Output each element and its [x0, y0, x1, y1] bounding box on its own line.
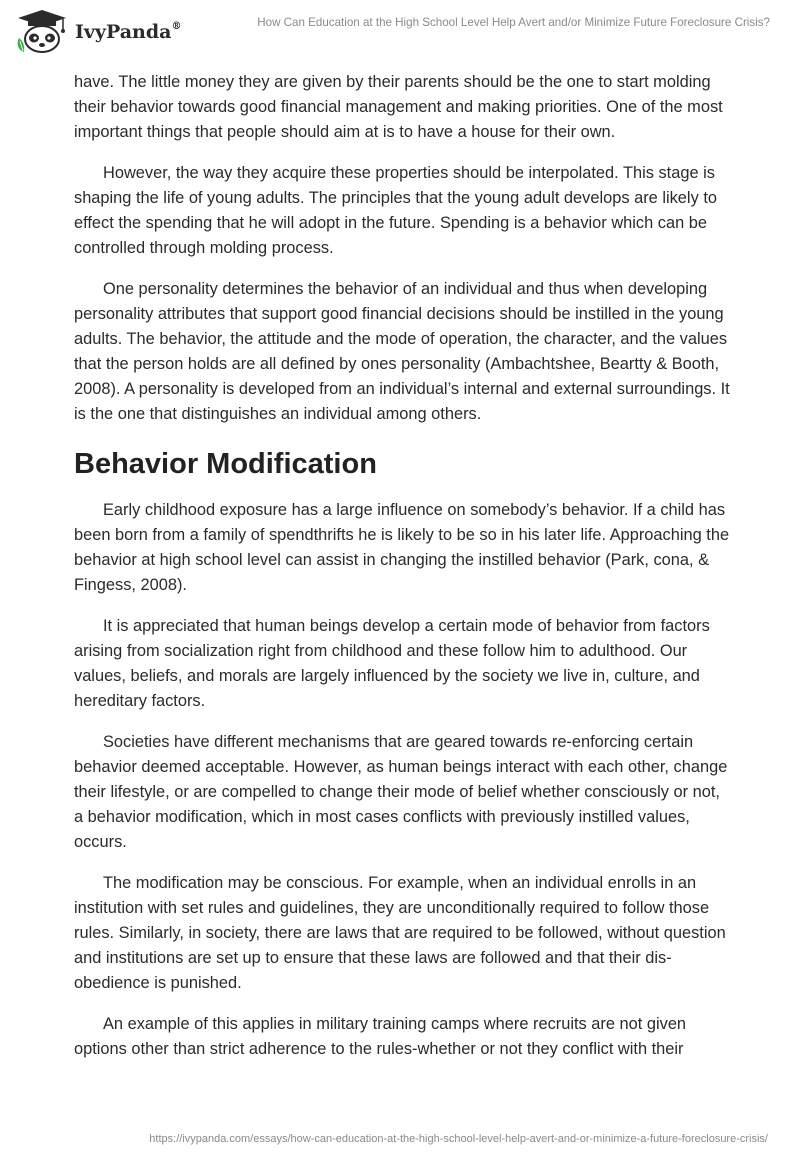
paragraph: The modification may be conscious. For example, when an individual enrolls in an institution with set rules and guidelines, they are unconditionally required to follow those rules. Similarly, in society, there are laws that are required to be followed, without question and institutions are set up to ensure that these laws are followed and that their dis-obedience is punished.	[74, 874, 726, 992]
paragraph: Early childhood exposure has a large influence on somebody’s behavior. If a child has been born from a family of spendthrifts he is likely to be so in his later life. Approaching the behavior at high school level can assist in changing the instilled behavior (Park, cona, & Fingess, 2008).	[74, 501, 730, 594]
paragraph: It is appreciated that human beings develop a certain mode of behavior from factors arising from socialization right from childhood and these follow him to adulthood. Our values, beliefs, and morals are largely influenced by the society we live in, culture, and hereditary factors.	[74, 617, 710, 710]
paragraph: However, the way they acquire these properties should be interpolated. This stage is shaping the life of young adults. The principles that the young adult develops are likely to effect the spending that he will adopt in the future. Spending is a behavior which can be controlled through molding process.	[74, 164, 717, 257]
document-title: How Can Education at the High School Level Help Avert and/or Minimize Future Foreclosure Crisis?	[257, 16, 770, 29]
article-body	[74, 70, 730, 1078]
brand-name: IvyPanda®	[75, 20, 182, 43]
paragraph: One personality determines the behavior of an individual and thus when developing personality attributes that support good financial decisions should be instilled in the young adults. The behavior, the attitude and the mode of operation, the character, and the values that the person holds are all defined by ones personality (Ambachtshee, Beartty & Booth, 2008). A personality is developed from an individual’s internal and external surroundings. It is the one that distinguishes an individual among others.	[74, 280, 730, 423]
ivypanda-logo[interactable]	[14, 8, 204, 54]
source-url[interactable]: https://ivypanda.com/essays/how-can-education-at-the-high-school-level-help-avert-and-or-minimize-a-future-foreclosure-crisis/	[149, 1133, 768, 1145]
paragraph: Societies have different mechanisms that are geared towards re-enforcing certain behavior deemed acceptable. However, as human beings interact with each other, change their lifestyle, or are compelled to change their mode of belief whether consciously or not, a behavior modification, which in most cases conflicts with previously instilled values, occurs.	[74, 733, 728, 851]
section-heading: Behavior Modification	[74, 448, 377, 480]
paragraph: have. The little money they are given by their parents should be the one to start molding their behavior towards good financial management and making priorities. One of the most important things that people should aim at is to have a house for their own.	[74, 73, 723, 141]
panda-graduation-cap-icon	[14, 8, 70, 54]
page-header	[0, 0, 800, 62]
paragraph: An example of this applies in military training camps where recruits are not given options other than strict adherence to the rules-whether or not they conflict with their	[74, 1015, 687, 1058]
